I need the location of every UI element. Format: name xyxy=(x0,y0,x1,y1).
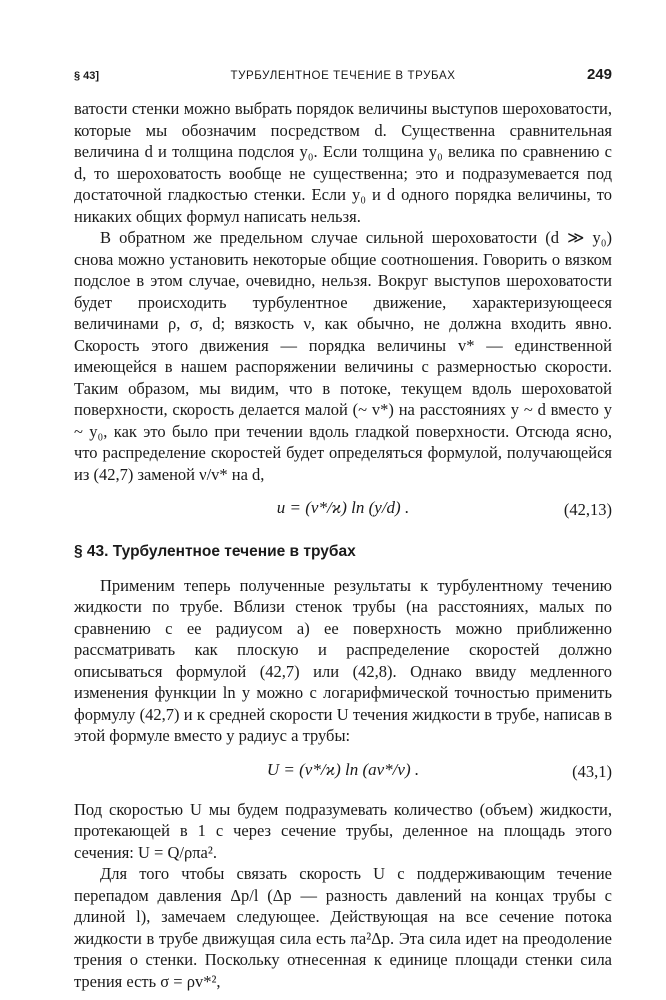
paragraph-strong-roughness: В обратном же предельном случае сильной шероховатости (d ≫ y₀) снова можно установить некоторые общие соотношения. Говорить о вязком подслое в этом случае, очевидно, нельзя. Вокруг выступов шероховатости будет происходить турбулентное движение, характеризующееся величинами ρ, σ, d; вязкость ν, как обычно, не должна входить явно. Скорость этого движения — порядка величины v* — единственной имеющейся в нашем распоряжении величины с размерностью скорости. Таким образом, мы видим, что в потоке, текущем вдоль шероховатой поверхности, скорость делается малой (~ v*) на расстояниях y ~ d вместо y ~ y₀, как это было при течении вдоль гладкой поверхности. Отсюда ясно, что распределение скоростей будет определяться формулой, получающейся из (42,7) заменой ν/v* на d, xyxy=(74,228,612,484)
header-running-title: ТУРБУЛЕНТНОЕ ТЕЧЕНИЕ В ТРУБАХ xyxy=(230,70,456,82)
paragraph-mean-velocity: Под скоростью U мы будем подразумевать количество (объем) жидкости, протекающей в 1 с через сечение трубы, деленное на площадь этого сечения: U = Q/ρπa². xyxy=(74,799,612,862)
equation-formula: u = (v*/ϰ) ln (y/d) . xyxy=(276,498,410,517)
paragraph-pressure-drop: Для того чтобы связать скорость U с поддерживающим течение перепадом давления Δp/l (Δp — разность давлений на концах трубы с длиной l), замечаем следующее. Действующая на все сечение потока жидкости в трубе движущая сила есть πa²Δp. Эта сила идет на преодоление трения о стенки. Поскольку отнесенная к единице площади стенки сила трения есть σ = ρv*², xyxy=(74,864,612,991)
section-heading: § 43. Турбулентное течение в трубах xyxy=(74,543,356,560)
paragraph-pipe-flow: Применим теперь полученные результаты к турбулентному течению жидкости по трубе. Вблизи стенок трубы (на расстояниях, малых по сравнению с ее радиусом a) ее поверхность можно приближенно рассматривать как плоскую и распределение скоростей должно описываться формулой (42,7) или (42,8). Однако ввиду медленного изменения функции ln y можно с логарифмической точностью применить формулу (42,7) и к средней скорости U течения жидкости в трубе, написав в этой формуле вместо y радиус a трубы: xyxy=(74,575,612,745)
page-number: 249 xyxy=(586,66,612,83)
header-section-ref: § 43] xyxy=(74,70,100,82)
equation-number: (43,1) xyxy=(572,761,612,781)
equation-formula: U = (v*/ϰ) ln (av*/ν) . xyxy=(266,759,420,779)
equation-number: (42,13) xyxy=(563,500,612,519)
running-header xyxy=(74,66,612,88)
page-body xyxy=(74,98,612,992)
equation-42-13 xyxy=(74,487,612,535)
equation-43-1 xyxy=(74,749,612,797)
paragraph-roughness-size: ватости стенки можно выбрать порядок величины выступов шероховатости, которые мы обозначим посредством d. Существенна сравнительная величина d и толщина подслоя y₀. Если толщина y₀ велика по сравнению с d, то шероховатость вообще не существенна; это и подразумевается под достаточной гладкостью стенки. Если y₀ и d одного порядка величины, то никаких общих формул написать нельзя. xyxy=(74,99,612,226)
